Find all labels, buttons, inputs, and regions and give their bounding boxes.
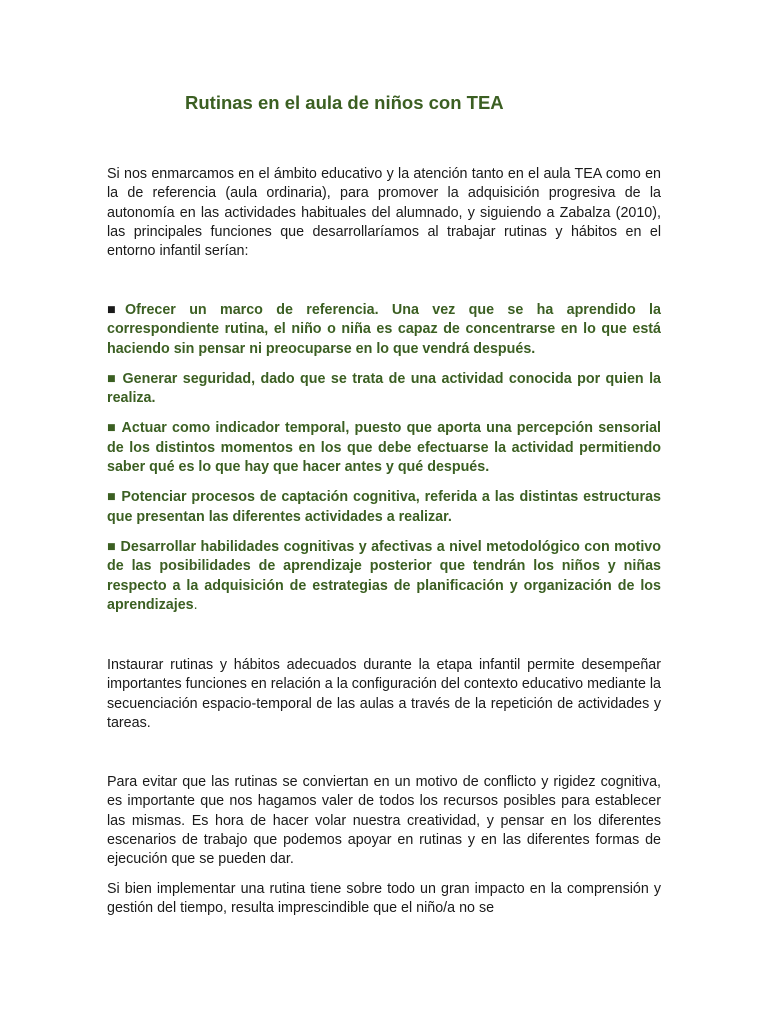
list-item xyxy=(107,301,661,359)
square-bullet-icon: ■ xyxy=(107,420,117,437)
paragraph-time-management: Si bien implementar una rutina tiene sobre todo un gran impacto en la comprensión y gestión del tiempo, resulta imprescindible que el niño/a no se xyxy=(107,881,661,917)
list-item xyxy=(107,419,661,477)
paragraph-avoid-rigidity: Para evitar que las rutinas se conviertan en un motivo de conflicto y rigidez cognitiva, es importante que nos hagamos valer de todos los recursos posibles para establecer las mismas. Es hora de hacer volar nuestra creatividad, y pensar en los diferentes escenarios de trabajo que podemos apoyar en rutinas y en las diferentes formas de ejecución que se pueden dar. xyxy=(107,774,661,868)
list-item xyxy=(107,488,661,527)
list-item-text: Generar seguridad, dado que se trata de una actividad conocida por quien la realiza. xyxy=(107,370,662,407)
square-bullet-icon: ■ xyxy=(107,538,117,555)
list-item xyxy=(107,538,661,615)
list-item-text: Desarrollar habilidades cognitivas y afectivas a nivel metodológico con motivo de las posibilidades de aprendizaje posterior que tendrán los niños y niñas respecto a la adquisición de estrategias de planificación y organización de los aprendizajes xyxy=(107,538,661,613)
list-item-tail: . xyxy=(193,596,198,613)
functions-list xyxy=(107,301,661,626)
list-item-text: Ofrecer un marco de referencia. Una vez que se ha aprendido la correspondiente rutina, el niño o niña es capaz de concentrarse en lo que está haciendo sin pensar ni preocuparse en lo que vendrá después. xyxy=(107,302,661,357)
square-bullet-icon: ■ xyxy=(107,370,118,387)
list-item-text: Actuar como indicador temporal, puesto que aporta una percepción sensorial de los distintos momentos en los que debe efectuarse la actividad permitiendo saber qué es lo que hay que hacer antes y qué después. xyxy=(107,420,661,476)
document-title: Rutinas en el aula de niños con TEA xyxy=(185,92,504,113)
square-bullet-icon: ■ xyxy=(107,302,125,318)
intro-paragraph: Si nos enmarcamos en el ámbito educativo y la atención tanto en el aula TEA como en la de referencia (aula ordinaria), para promover la adquisición progresiva de la autonomía en las actividades habituales del alumnado, y siguiendo a Zabalza (2010), las principales funciones que desarrollaríamos al trabajar rutinas y hábitos en el entorno infantil serían: xyxy=(107,166,661,260)
square-bullet-icon: ■ xyxy=(107,489,117,506)
list-item xyxy=(107,370,661,409)
list-item-text: Potenciar procesos de captación cognitiva, referida a las distintas estructuras que presentan las diferentes actividades a realizar. xyxy=(107,489,661,525)
paragraph-routines-functions: Instaurar rutinas y hábitos adecuados durante la etapa infantil permite desempeñar importantes funciones en relación a la configuración del contexto educativo mediante la secuenciación espacio-temporal de las aulas a través de la repetición de actividades y tareas. xyxy=(107,657,661,731)
